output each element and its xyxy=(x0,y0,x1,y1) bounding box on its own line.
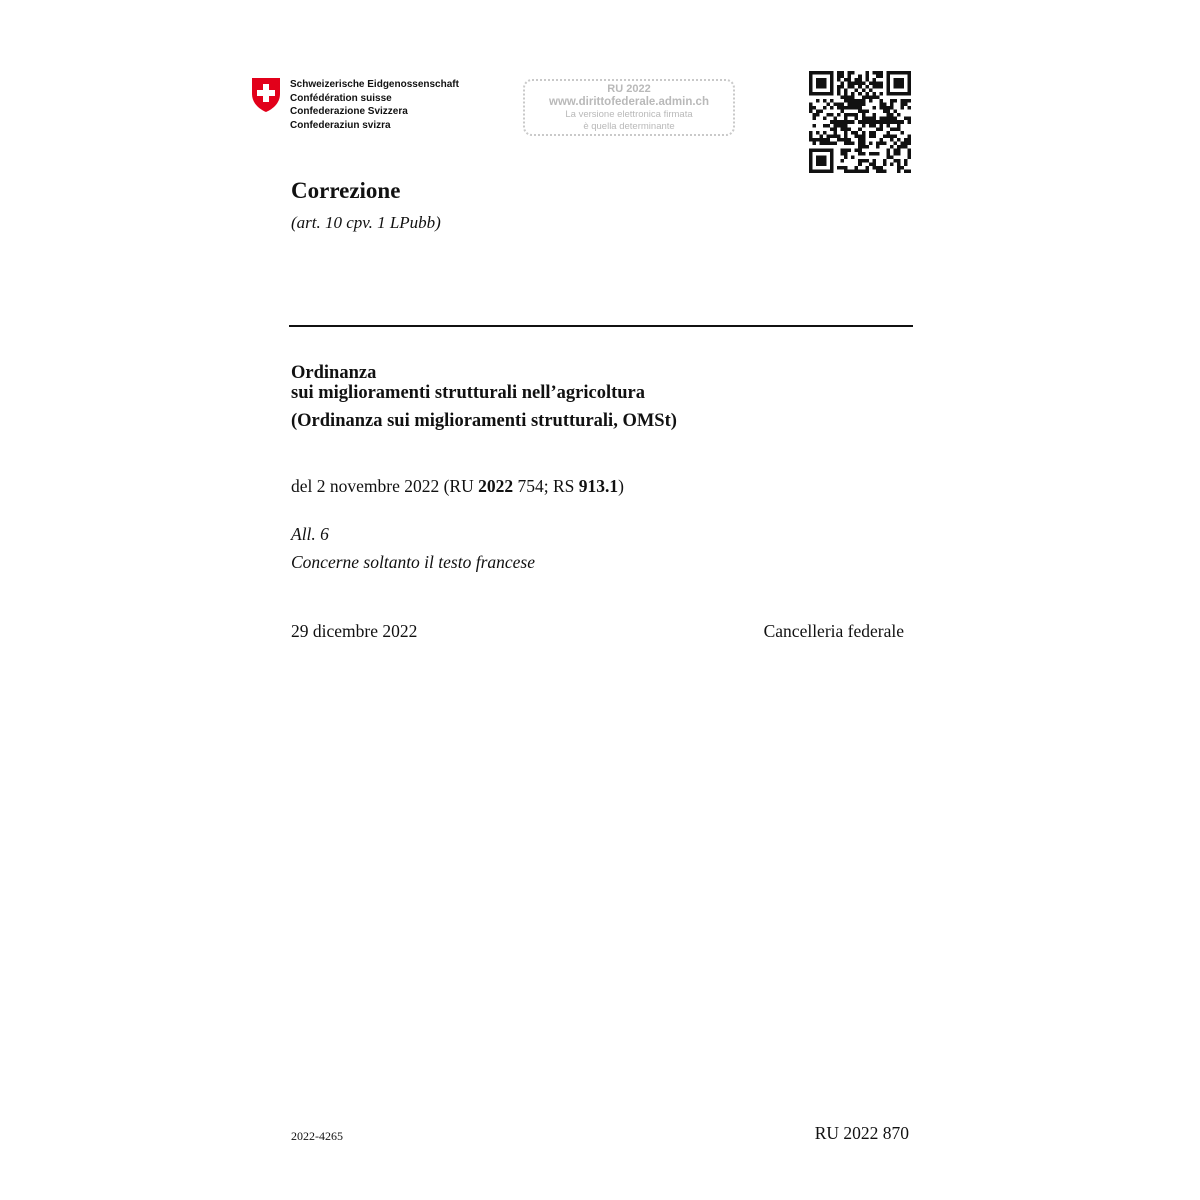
federation-name-fr: Confédération suisse xyxy=(290,92,392,104)
ordinance-heading xyxy=(291,364,677,432)
federation-name-de: Schweizerische Eidgenossenschaft xyxy=(290,79,459,90)
federation-name-rm: Confederaziun svizra xyxy=(290,119,391,131)
annex-label: All. 6 xyxy=(291,524,329,544)
stamp-url: www.dirittofederale.admin.ch xyxy=(549,96,709,108)
electronic-version-stamp xyxy=(523,79,735,136)
ordinance-heading-line-1: Ordinanza xyxy=(291,363,377,383)
closing-authority: Cancelleria federale xyxy=(763,621,904,641)
horizontal-divider xyxy=(289,325,913,327)
ordinance-ru-number: 754; RS xyxy=(513,476,579,496)
annex-note: Concerne soltanto il testo francese xyxy=(291,552,535,572)
ordinance-ru-year: 2022 xyxy=(478,476,514,496)
footer-ru-reference: RU 2022 870 xyxy=(814,1123,909,1143)
ordinance-heading-line-2: sui miglioramenti strutturali nell’agricoltura xyxy=(291,382,646,403)
ordinance-date-prefix: del 2 novembre 2022 (RU xyxy=(291,476,479,496)
qr-code xyxy=(809,71,911,173)
ordinance-rs-number: 913.1 xyxy=(578,476,619,496)
federation-names xyxy=(290,78,459,132)
stamp-note-line-2: è quella determinante xyxy=(583,120,675,132)
federation-name-it: Confederazione Svizzera xyxy=(290,106,408,117)
ordinance-heading-line-3: (Ordinanza sui miglioramenti strutturali, OMSt) xyxy=(291,411,677,431)
document-subtitle: (art. 10 cpv. 1 LPubb) xyxy=(291,213,441,232)
stamp-note-line-1: La versione elettronica firmata xyxy=(565,109,693,120)
ordinance-date-suffix: ) xyxy=(618,476,624,496)
federal-logo xyxy=(251,74,471,138)
document-title: Correzione xyxy=(291,178,401,203)
footer-document-id: 2022-4265 xyxy=(291,1129,343,1143)
closing-date: 29 dicembre 2022 xyxy=(291,621,418,641)
swiss-cross-shield-icon xyxy=(251,77,281,113)
stamp-ref: RU 2022 xyxy=(607,83,651,95)
ordinance-date-reference xyxy=(291,476,624,497)
